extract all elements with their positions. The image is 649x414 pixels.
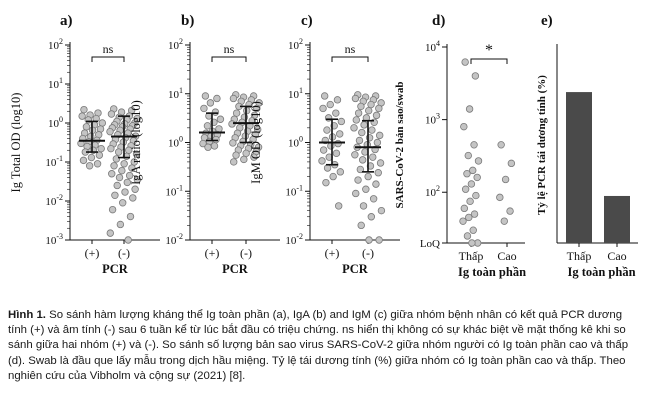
y-tick-label: $10^{-2}$ bbox=[45, 193, 63, 208]
data-point bbox=[462, 186, 469, 193]
data-point bbox=[358, 129, 365, 136]
data-point bbox=[498, 142, 505, 149]
data-point bbox=[352, 95, 359, 102]
significance-label: ns bbox=[344, 42, 356, 56]
data-point bbox=[468, 181, 475, 188]
significance-label: ns bbox=[102, 42, 114, 56]
data-point bbox=[107, 230, 114, 237]
data-point bbox=[115, 149, 122, 156]
y-tick-label: $10^{-1}$ bbox=[285, 183, 303, 199]
data-point bbox=[205, 144, 212, 151]
data-point bbox=[334, 97, 341, 104]
data-point bbox=[88, 154, 95, 161]
data-point bbox=[508, 160, 515, 167]
data-point bbox=[467, 198, 474, 205]
data-point bbox=[355, 177, 362, 184]
data-point bbox=[327, 101, 334, 108]
data-point bbox=[360, 203, 367, 210]
data-point bbox=[376, 105, 383, 112]
y-axis-label: IgM OD (log10) bbox=[249, 101, 263, 184]
y-tick-label: $10^4$ bbox=[425, 39, 440, 54]
x-tick-label: (-) bbox=[118, 246, 130, 260]
data-point bbox=[121, 160, 128, 167]
x-tick-label: (-) bbox=[240, 246, 252, 260]
x-tick-label: Cao bbox=[607, 249, 627, 263]
data-point bbox=[507, 208, 514, 215]
data-point bbox=[461, 123, 468, 130]
data-point bbox=[337, 169, 344, 176]
x-axis-label: Ig toàn phần bbox=[567, 265, 636, 279]
panel-label: b) bbox=[181, 13, 195, 29]
data-point bbox=[323, 179, 330, 186]
data-point bbox=[465, 152, 472, 159]
y-axis-label: Ig Total OD (log10) bbox=[9, 92, 23, 193]
data-point bbox=[112, 192, 119, 199]
data-point bbox=[86, 162, 93, 169]
data-point bbox=[113, 156, 120, 163]
data-point bbox=[116, 174, 123, 181]
caption-heading: Hình 1. bbox=[8, 309, 46, 321]
data-point bbox=[356, 137, 363, 144]
y-tick-label: $10^0$ bbox=[168, 134, 183, 150]
data-point bbox=[376, 237, 383, 244]
data-point bbox=[98, 145, 105, 152]
data-point bbox=[358, 103, 365, 110]
data-point bbox=[230, 159, 237, 166]
data-point bbox=[85, 117, 92, 124]
data-point bbox=[335, 203, 342, 210]
data-point bbox=[108, 145, 115, 152]
x-tick-label: (-) bbox=[362, 246, 374, 260]
data-point bbox=[213, 136, 220, 143]
data-point bbox=[212, 109, 219, 116]
data-point bbox=[320, 105, 327, 112]
data-point bbox=[241, 156, 248, 163]
x-tick-label: (+) bbox=[204, 246, 220, 260]
data-point bbox=[119, 199, 126, 206]
data-point bbox=[378, 207, 385, 214]
y-tick-label: $10^{-2}$ bbox=[165, 232, 183, 247]
data-point bbox=[333, 150, 340, 157]
data-point bbox=[352, 190, 359, 197]
data-point bbox=[368, 213, 375, 220]
significance-bracket bbox=[212, 57, 246, 62]
data-point bbox=[204, 123, 211, 130]
data-point bbox=[202, 93, 209, 100]
data-point bbox=[365, 107, 372, 114]
data-point bbox=[83, 123, 90, 130]
panel-label: d) bbox=[432, 13, 446, 29]
data-point bbox=[464, 233, 471, 240]
data-point bbox=[501, 218, 508, 225]
data-point bbox=[373, 112, 380, 119]
y-axis-label: IgA ratio (log10) bbox=[129, 100, 143, 185]
data-point bbox=[109, 206, 116, 213]
panel-label: c) bbox=[301, 13, 313, 29]
data-point bbox=[336, 131, 343, 138]
data-point bbox=[460, 218, 467, 225]
data-point bbox=[127, 213, 134, 220]
data-point bbox=[211, 143, 218, 150]
y-tick-label: $10^2$ bbox=[168, 37, 183, 52]
data-point bbox=[117, 221, 124, 228]
data-point bbox=[353, 117, 360, 124]
data-point bbox=[366, 237, 373, 244]
data-point bbox=[365, 173, 372, 180]
data-point bbox=[333, 110, 340, 117]
data-point bbox=[502, 176, 509, 183]
x-axis-label: PCR bbox=[222, 262, 248, 276]
data-point bbox=[358, 222, 365, 229]
x-tick-label: Cao bbox=[497, 249, 517, 263]
data-point bbox=[464, 170, 471, 177]
y-tick-label: $10^0$ bbox=[48, 115, 63, 130]
data-point bbox=[319, 158, 326, 165]
data-point bbox=[80, 157, 87, 164]
data-point bbox=[79, 113, 86, 120]
data-point bbox=[373, 181, 380, 188]
x-axis-label: PCR bbox=[102, 262, 128, 276]
significance-bracket bbox=[92, 57, 124, 62]
data-point bbox=[469, 240, 476, 247]
data-point bbox=[94, 160, 101, 167]
data-point bbox=[233, 110, 240, 117]
data-point bbox=[370, 196, 377, 203]
y-tick-label: $10^{-3}$ bbox=[45, 232, 63, 247]
data-point bbox=[338, 118, 345, 125]
x-tick-label: (+) bbox=[84, 246, 100, 260]
data-point bbox=[359, 157, 366, 164]
data-point bbox=[470, 227, 477, 234]
significance-label: ns bbox=[223, 42, 235, 56]
y-axis-label: SARS-CoV-2 bản sao/swab bbox=[394, 81, 406, 209]
y-tick-label: $10^1$ bbox=[48, 76, 63, 91]
y-tick-label: $10^1$ bbox=[168, 85, 183, 101]
data-point bbox=[473, 192, 480, 199]
data-point bbox=[111, 162, 118, 169]
data-point bbox=[324, 127, 331, 134]
significance-label: * bbox=[485, 42, 493, 59]
data-point bbox=[230, 95, 237, 102]
y-tick-label: $10^0$ bbox=[288, 134, 303, 150]
y-tick-label: $10^3$ bbox=[425, 111, 440, 127]
y-tick-label: $10^2$ bbox=[425, 184, 440, 200]
data-point bbox=[376, 132, 383, 139]
data-point bbox=[475, 158, 482, 165]
data-point bbox=[107, 128, 114, 135]
data-point bbox=[201, 105, 208, 112]
data-point bbox=[320, 147, 327, 154]
figure-caption bbox=[8, 308, 644, 384]
x-axis-label: Ig toàn phần bbox=[457, 265, 527, 279]
data-point bbox=[352, 151, 359, 158]
data-point bbox=[374, 139, 381, 146]
caption-text: So sánh hàm lượng kháng thể Ig toàn phần (a), IgA (b) and IgM (c) giữa nhóm bệnh nhân có kết quả PCR dương tính (+) và âm tính (-) sau 6 tuần kể từ lúc bắt đầu có triệu chứng. ns hiển thị không có sự khác biệt về mặt thống kê khi so sánh giữa hai nhóm (+) và (-). So sánh số lượng bản sao virus SARS-CoV-2 giữa nhóm người có Ig toàn phần cao và thấp (d). Swab là đầu que lấy mẫu trong dịch hầu miệng. Tỷ lệ tái dương tính (%) giữa nhóm có Ig toàn phần cao và thấp. Theo nghiên cứu của Vibholm và cộng sự (2021) [8]. bbox=[8, 309, 629, 382]
bar bbox=[604, 196, 630, 243]
data-point bbox=[351, 125, 358, 132]
data-point bbox=[363, 186, 370, 193]
y-tick-label: $10^2$ bbox=[48, 37, 63, 52]
data-point bbox=[369, 154, 376, 161]
x-tick-label: (+) bbox=[324, 246, 340, 260]
data-point bbox=[230, 140, 237, 147]
data-point bbox=[122, 189, 129, 196]
data-point bbox=[368, 101, 375, 108]
data-point bbox=[335, 140, 342, 147]
panel-label: a) bbox=[60, 13, 73, 29]
significance-bracket bbox=[471, 59, 507, 64]
data-point bbox=[81, 106, 88, 113]
data-point bbox=[461, 205, 468, 212]
data-point bbox=[355, 110, 362, 117]
data-point bbox=[108, 111, 115, 118]
y-tick-label: $10^{-2}$ bbox=[285, 232, 303, 247]
data-point bbox=[472, 73, 479, 80]
data-point bbox=[114, 182, 121, 189]
data-point bbox=[119, 167, 126, 174]
bar bbox=[566, 92, 592, 243]
data-point bbox=[130, 195, 137, 202]
data-point bbox=[99, 120, 106, 127]
y-tick-label: $10^2$ bbox=[288, 37, 303, 52]
significance-bracket bbox=[332, 57, 368, 62]
y-tick-label: $10^1$ bbox=[288, 85, 303, 101]
data-point bbox=[466, 106, 473, 113]
data-point bbox=[330, 173, 337, 180]
x-tick-label: Thấp bbox=[566, 249, 592, 263]
x-axis-label: PCR bbox=[342, 262, 368, 276]
data-point bbox=[325, 115, 332, 122]
data-point bbox=[132, 186, 139, 193]
data-point bbox=[369, 127, 376, 134]
data-point bbox=[125, 237, 132, 244]
data-point bbox=[214, 95, 221, 102]
data-point bbox=[377, 160, 384, 167]
data-point bbox=[474, 174, 481, 181]
data-point bbox=[497, 194, 504, 201]
x-tick-label: Thấp bbox=[458, 249, 484, 263]
data-point bbox=[328, 143, 335, 150]
y-axis-label: Tỷ lệ PCR tái dương tính (%) bbox=[536, 75, 548, 215]
y-tick-label: LoQ bbox=[419, 238, 440, 250]
data-point bbox=[471, 142, 478, 149]
data-point bbox=[465, 214, 472, 221]
y-tick-label: $10^{-1}$ bbox=[45, 154, 63, 169]
data-point bbox=[217, 116, 224, 123]
data-point bbox=[108, 170, 115, 177]
data-point bbox=[207, 100, 214, 107]
data-point bbox=[324, 165, 331, 172]
data-point bbox=[375, 169, 382, 176]
panel-label: e) bbox=[541, 13, 553, 29]
y-tick-label: $10^{-1}$ bbox=[165, 183, 183, 199]
data-point bbox=[321, 93, 328, 100]
data-point bbox=[361, 122, 368, 129]
data-point bbox=[233, 152, 240, 159]
data-point bbox=[462, 59, 469, 66]
